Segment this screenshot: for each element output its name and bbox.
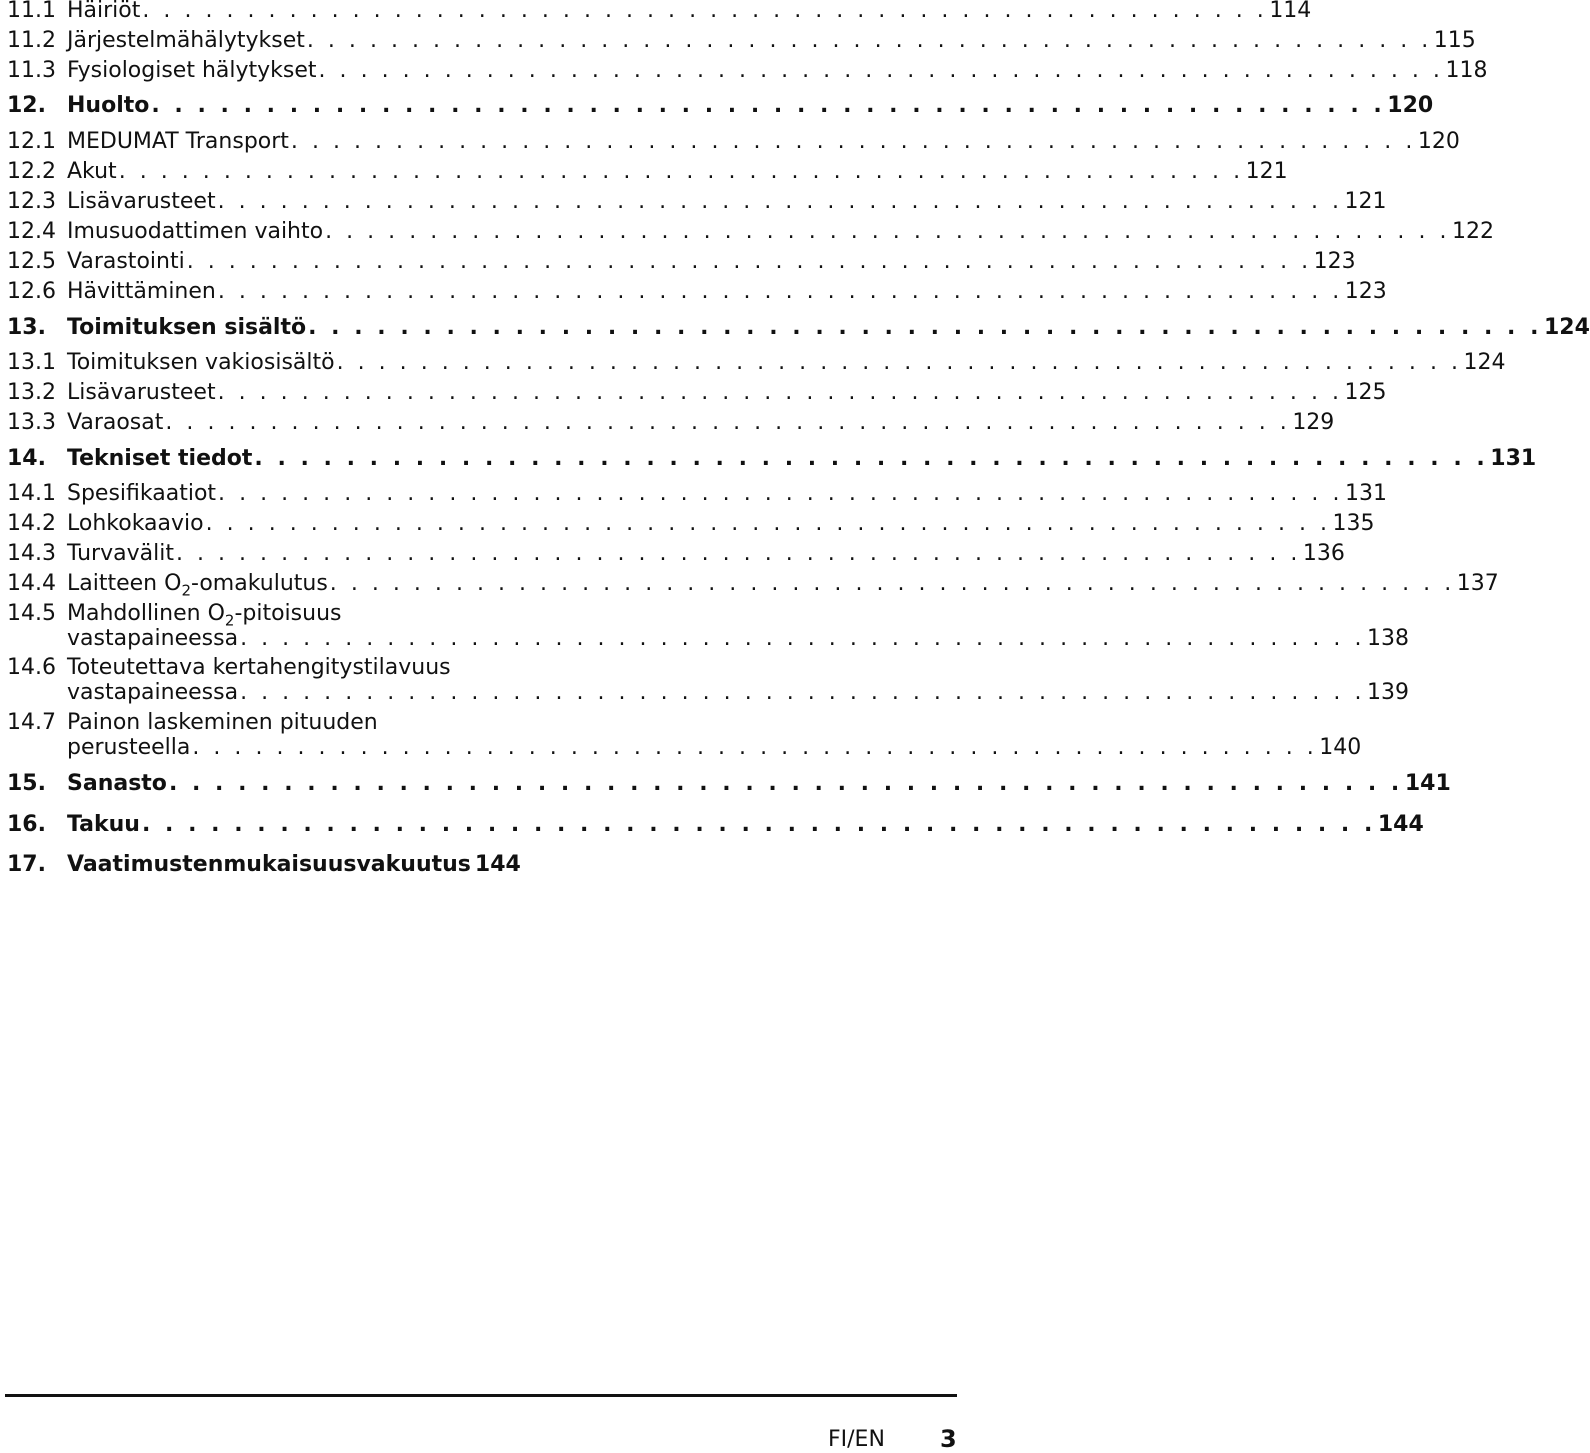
toc-entry-15[interactable] [7,769,1451,799]
toc-title: vastapaineessa [67,680,239,705]
dot-leader [149,91,1385,121]
dot-leader [216,277,1343,307]
toc-title-part: Laitteen O [67,571,182,596]
toc-title: Lohkokaavio [67,511,204,536]
toc-page: 120 [1417,129,1460,154]
toc-number: 12.2 [7,159,56,184]
toc-title: Takuu [67,812,140,837]
toc-page: 123 [1313,249,1356,274]
subscript-2: 2 [224,611,235,630]
toc-title: MEDUMAT Transport [67,129,289,154]
toc-title: Spesifikaatiot [67,481,217,506]
toc-entry-13-2[interactable] [7,378,1387,408]
toc-title-first-line: Toteutettava kertahengitystilavuus [67,655,451,680]
toc-page: 135 [1332,511,1375,536]
toc-title-part: Mahdollinen O [67,601,225,626]
toc-entry-12-1[interactable] [7,127,1460,157]
dot-leader [216,187,1343,217]
toc-title: Vaatimustenmukaisuusvakuutus [67,852,471,877]
toc-page: 121 [1245,159,1288,184]
dot-leader [216,479,1343,509]
toc-number: 11.1 [7,0,56,23]
toc-page: 124 [1463,350,1506,375]
toc-number: 12.3 [7,189,56,214]
dot-leader [323,217,1450,247]
dot-leader [117,157,1244,187]
page-number: 3 [940,1425,957,1453]
toc-entry-12-6[interactable] [7,277,1387,307]
toc-number: 14. [7,446,46,471]
toc-page: 125 [1344,380,1387,405]
toc-title: Varaosat [67,410,164,435]
dot-leader [167,769,1403,799]
dot-leader [252,444,1488,474]
toc-title: Fysiologiset hälytykset [67,58,317,83]
toc-number: 14.5 [7,601,56,626]
toc-number: 11.3 [7,58,56,83]
toc-entry-14-4[interactable] [7,569,1499,600]
toc-entry-14-3[interactable] [7,539,1345,569]
toc-entry-14-1[interactable] [7,479,1387,509]
dot-leader [335,348,1462,378]
toc-entry-17[interactable] [7,850,521,880]
toc-page: 141 [1404,771,1451,796]
toc-number: 14.1 [7,481,56,506]
toc-page: 140 [1319,735,1362,760]
toc-entry-14[interactable] [7,444,1537,474]
dot-leader [216,378,1343,408]
toc-title-first-line: Painon laskeminen pituuden [67,710,378,735]
toc-title: Toimituksen vakiosisältö [67,350,335,375]
dot-leader [238,624,1365,654]
toc-title: Toimituksen sisältö [67,315,307,340]
toc-page: 122 [1452,219,1495,244]
toc-page: 115 [1433,28,1476,53]
dot-leader [328,569,1455,599]
toc-number: 12.1 [7,129,56,154]
toc-page: 129 [1292,410,1335,435]
dot-leader [163,408,1290,438]
dot-leader [140,810,1376,840]
toc-title: Sanasto [67,771,167,796]
toc-page: 124 [1544,315,1590,340]
toc-number: 12.4 [7,219,56,244]
toc-number: 14.6 [7,655,56,680]
dot-leader [289,127,1416,157]
toc-entry-12-3[interactable] [7,187,1387,217]
subscript-2: 2 [181,581,191,600]
dot-leader [306,313,1542,343]
footer-rule [5,1394,957,1397]
toc-title: Tekniset tiedot [67,446,253,471]
toc-page: 138 [1366,626,1409,651]
toc-entry-12-5[interactable] [7,247,1356,277]
toc-entry-14-2[interactable] [7,509,1375,539]
toc-title: Lisävarusteet [67,189,216,214]
toc-number: 17. [7,852,46,877]
toc-title: Turvavälit [67,541,174,566]
toc-number: 16. [7,812,46,837]
toc-number: 15. [7,771,46,796]
toc-title-part: -pitoisuus [234,601,342,626]
dot-leader [140,0,1267,26]
toc-number: 13.1 [7,350,56,375]
toc-page: 114 [1269,0,1312,23]
toc-entry-12[interactable] [7,91,1434,121]
toc-entry-13-1[interactable] [7,348,1506,378]
toc-page: 131 [1490,446,1537,471]
toc-number: 12.6 [7,279,56,304]
dot-leader [317,56,1444,86]
toc-entry-12-2[interactable] [7,157,1288,187]
toc-page: 136 [1302,541,1345,566]
toc-page: 139 [1366,680,1409,705]
toc-page: 118 [1445,58,1488,83]
toc-entry-13-3[interactable] [7,408,1335,438]
toc-number: 14.2 [7,511,56,536]
toc-page: 144 [474,852,521,877]
toc-number: 12. [7,93,46,118]
toc-number: 13. [7,315,46,340]
toc-page: 131 [1344,481,1387,506]
toc-page: 120 [1387,93,1434,118]
toc-number: 14.7 [7,710,56,735]
toc-number: 13.3 [7,410,56,435]
toc-page: 121 [1344,189,1387,214]
toc-title-part: -omakulutus [190,571,328,596]
toc-number: 11.2 [7,28,56,53]
dot-leader [174,539,1301,569]
toc-title [67,569,328,599]
toc-title: Huolto [67,93,150,118]
toc-number: 12.5 [7,249,56,274]
toc-page: 137 [1456,571,1499,596]
toc-number: 14.3 [7,541,56,566]
toc-title: Varastointi [67,249,185,274]
toc-entry-14-7[interactable] [7,710,1362,763]
footer-language: FI/EN [828,1427,885,1452]
dot-leader [190,733,1317,763]
toc-title: Akut [67,159,117,184]
toc-title: Hävittäminen [67,279,216,304]
dot-leader [204,509,1331,539]
toc-entry-12-4[interactable] [7,217,1495,247]
toc-number: 13.2 [7,380,56,405]
toc-entry-16[interactable] [7,810,1424,840]
toc-entry-13[interactable] [7,313,1590,343]
toc-entry-11-1[interactable] [7,0,1312,26]
dot-leader [305,26,1432,56]
toc-title: Järjestelmähälytykset [67,28,305,53]
toc-entry-11-2[interactable] [7,26,1476,56]
toc-title: Imusuodattimen vaihto [67,219,324,244]
toc-title: Häiriöt [67,0,141,23]
toc-page: 144 [1377,812,1424,837]
toc-number: 14.4 [7,571,56,596]
toc-entry-14-6[interactable] [7,655,1409,708]
toc-title: perusteella [67,735,191,760]
toc-entry-14-5[interactable] [7,601,1409,654]
dot-leader [238,678,1365,708]
toc-page: 123 [1344,279,1387,304]
toc-entry-11-3[interactable] [7,56,1488,86]
dot-leader [185,247,1312,277]
toc-title: Lisävarusteet [67,380,216,405]
toc-title: vastapaineessa [67,626,239,651]
